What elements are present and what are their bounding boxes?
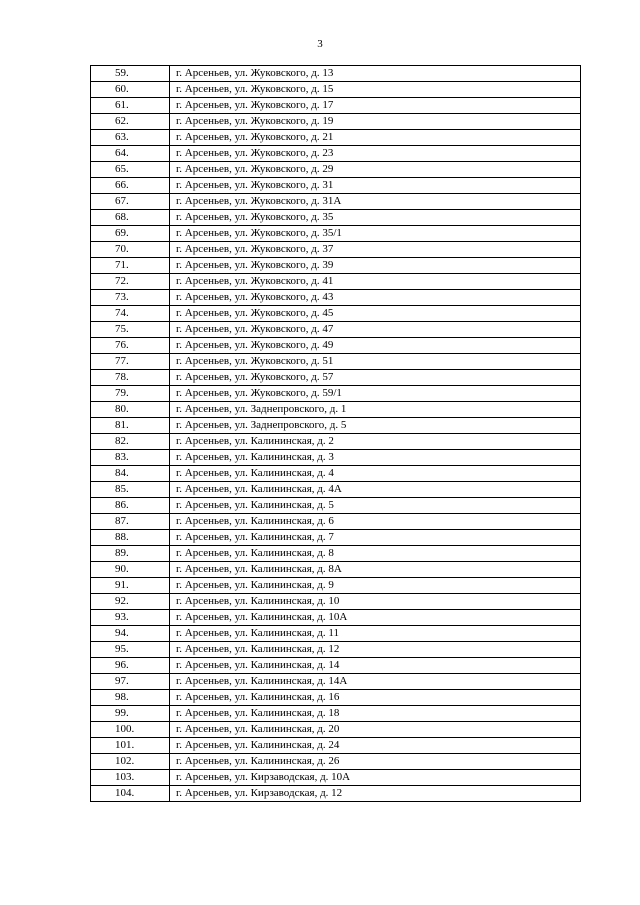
table-row: [91, 322, 581, 338]
table-row: [91, 706, 581, 722]
row-address: г. Арсеньев, ул. Жуковского, д. 15: [170, 82, 581, 98]
table-row: [91, 274, 581, 290]
row-number: 71.: [91, 258, 170, 274]
table-row: [91, 386, 581, 402]
row-address: г. Арсеньев, ул. Калининская, д. 6: [170, 514, 581, 530]
row-address: г. Арсеньев, ул. Жуковского, д. 19: [170, 114, 581, 130]
table-row: [91, 674, 581, 690]
row-number: 90.: [91, 562, 170, 578]
row-number: 72.: [91, 274, 170, 290]
row-address: г. Арсеньев, ул. Жуковского, д. 41: [170, 274, 581, 290]
row-number: 97.: [91, 674, 170, 690]
row-number: 88.: [91, 530, 170, 546]
table-row: [91, 690, 581, 706]
table-row: [91, 642, 581, 658]
row-address: г. Арсеньев, ул. Калининская, д. 7: [170, 530, 581, 546]
table-row: [91, 770, 581, 786]
row-number: 62.: [91, 114, 170, 130]
table-row: [91, 290, 581, 306]
table-row: [91, 722, 581, 738]
row-address: г. Арсеньев, ул. Калининская, д. 4А: [170, 482, 581, 498]
row-number: 75.: [91, 322, 170, 338]
table-row: [91, 370, 581, 386]
row-address: г. Арсеньев, ул. Жуковского, д. 39: [170, 258, 581, 274]
row-address: г. Арсеньев, ул. Жуковского, д. 49: [170, 338, 581, 354]
row-address: г. Арсеньев, ул. Жуковского, д. 45: [170, 306, 581, 322]
row-number: 74.: [91, 306, 170, 322]
row-address: г. Арсеньев, ул. Жуковского, д. 17: [170, 98, 581, 114]
row-number: 80.: [91, 402, 170, 418]
table-row: [91, 786, 581, 802]
row-number: 63.: [91, 130, 170, 146]
row-number: 102.: [91, 754, 170, 770]
row-number: 64.: [91, 146, 170, 162]
row-address: г. Арсеньев, ул. Жуковского, д. 29: [170, 162, 581, 178]
row-address: г. Арсеньев, ул. Жуковского, д. 37: [170, 242, 581, 258]
table-row: [91, 306, 581, 322]
row-number: 77.: [91, 354, 170, 370]
address-table: [90, 65, 581, 802]
table-row: [91, 66, 581, 82]
table-row: [91, 354, 581, 370]
row-number: 101.: [91, 738, 170, 754]
row-address: г. Арсеньев, ул. Жуковского, д. 35: [170, 210, 581, 226]
row-number: 83.: [91, 450, 170, 466]
row-number: 100.: [91, 722, 170, 738]
row-address: г. Арсеньев, ул. Жуковского, д. 23: [170, 146, 581, 162]
table-row: [91, 434, 581, 450]
row-address: г. Арсеньев, ул. Калининская, д. 14: [170, 658, 581, 674]
row-address: г. Арсеньев, ул. Калининская, д. 10: [170, 594, 581, 610]
row-address: г. Арсеньев, ул. Жуковского, д. 51: [170, 354, 581, 370]
table-row: [91, 658, 581, 674]
row-number: 68.: [91, 210, 170, 226]
row-number: 79.: [91, 386, 170, 402]
table-row: [91, 258, 581, 274]
table-row: [91, 754, 581, 770]
row-address: г. Арсеньев, ул. Калининская, д. 10А: [170, 610, 581, 626]
row-number: 78.: [91, 370, 170, 386]
row-address: г. Арсеньев, ул. Жуковского, д. 21: [170, 130, 581, 146]
row-number: 60.: [91, 82, 170, 98]
address-table-body: [91, 66, 581, 802]
row-number: 95.: [91, 642, 170, 658]
table-row: [91, 338, 581, 354]
row-number: 86.: [91, 498, 170, 514]
row-address: г. Арсеньев, ул. Жуковского, д. 57: [170, 370, 581, 386]
row-address: г. Арсеньев, ул. Калининская, д. 18: [170, 706, 581, 722]
page-number: 3: [317, 38, 323, 50]
row-number: 66.: [91, 178, 170, 194]
row-address: г. Арсеньев, ул. Калининская, д. 11: [170, 626, 581, 642]
table-row: [91, 418, 581, 434]
row-number: 81.: [91, 418, 170, 434]
table-row: [91, 146, 581, 162]
table-row: [91, 578, 581, 594]
row-number: 69.: [91, 226, 170, 242]
row-number: 65.: [91, 162, 170, 178]
row-address: г. Арсеньев, ул. Кирзаводская, д. 12: [170, 786, 581, 802]
row-address: г. Арсеньев, ул. Калининская, д. 9: [170, 578, 581, 594]
table-row: [91, 178, 581, 194]
row-address: г. Арсеньев, ул. Жуковского, д. 35/1: [170, 226, 581, 242]
row-number: 61.: [91, 98, 170, 114]
table-row: [91, 738, 581, 754]
table-row: [91, 514, 581, 530]
row-number: 76.: [91, 338, 170, 354]
row-address: г. Арсеньев, ул. Калининская, д. 4: [170, 466, 581, 482]
row-number: 85.: [91, 482, 170, 498]
table-row: [91, 530, 581, 546]
row-number: 84.: [91, 466, 170, 482]
row-address: г. Арсеньев, ул. Калининская, д. 14А: [170, 674, 581, 690]
row-number: 87.: [91, 514, 170, 530]
table-row: [91, 546, 581, 562]
row-number: 67.: [91, 194, 170, 210]
table-row: [91, 610, 581, 626]
table-row: [91, 482, 581, 498]
row-number: 93.: [91, 610, 170, 626]
row-address: г. Арсеньев, ул. Калининская, д. 2: [170, 434, 581, 450]
row-number: 73.: [91, 290, 170, 306]
row-address: г. Арсеньев, ул. Заднепровского, д. 5: [170, 418, 581, 434]
table-row: [91, 130, 581, 146]
table-row: [91, 594, 581, 610]
row-address: г. Арсеньев, ул. Калининская, д. 26: [170, 754, 581, 770]
table-row: [91, 562, 581, 578]
row-address: г. Арсеньев, ул. Калининская, д. 8: [170, 546, 581, 562]
row-address: г. Арсеньев, ул. Жуковского, д. 47: [170, 322, 581, 338]
row-number: 89.: [91, 546, 170, 562]
row-number: 99.: [91, 706, 170, 722]
row-address: г. Арсеньев, ул. Жуковского, д. 13: [170, 66, 581, 82]
table-row: [91, 466, 581, 482]
row-number: 94.: [91, 626, 170, 642]
table-row: [91, 450, 581, 466]
row-address: г. Арсеньев, ул. Жуковского, д. 59/1: [170, 386, 581, 402]
row-address: г. Арсеньев, ул. Заднепровского, д. 1: [170, 402, 581, 418]
row-address: г. Арсеньев, ул. Жуковского, д. 31: [170, 178, 581, 194]
row-number: 82.: [91, 434, 170, 450]
table-row: [91, 162, 581, 178]
row-number: 96.: [91, 658, 170, 674]
row-number: 104.: [91, 786, 170, 802]
table-row: [91, 210, 581, 226]
table-row: [91, 402, 581, 418]
table-row: [91, 98, 581, 114]
row-address: г. Арсеньев, ул. Жуковского, д. 43: [170, 290, 581, 306]
table-row: [91, 114, 581, 130]
row-address: г. Арсеньев, ул. Калининская, д. 16: [170, 690, 581, 706]
row-address: г. Арсеньев, ул. Калининская, д. 20: [170, 722, 581, 738]
row-address: г. Арсеньев, ул. Калининская, д. 8А: [170, 562, 581, 578]
row-address: г. Арсеньев, ул. Кирзаводская, д. 10А: [170, 770, 581, 786]
row-number: 103.: [91, 770, 170, 786]
table-row: [91, 498, 581, 514]
table-row: [91, 82, 581, 98]
table-row: [91, 194, 581, 210]
row-number: 70.: [91, 242, 170, 258]
table-row: [91, 242, 581, 258]
row-address: г. Арсеньев, ул. Калининская, д. 24: [170, 738, 581, 754]
row-address: г. Арсеньев, ул. Жуковского, д. 31А: [170, 194, 581, 210]
row-number: 92.: [91, 594, 170, 610]
row-address: г. Арсеньев, ул. Калининская, д. 12: [170, 642, 581, 658]
row-number: 98.: [91, 690, 170, 706]
row-address: г. Арсеньев, ул. Калининская, д. 3: [170, 450, 581, 466]
table-row: [91, 226, 581, 242]
table-row: [91, 626, 581, 642]
row-number: 91.: [91, 578, 170, 594]
row-number: 59.: [91, 66, 170, 82]
row-address: г. Арсеньев, ул. Калининская, д. 5: [170, 498, 581, 514]
